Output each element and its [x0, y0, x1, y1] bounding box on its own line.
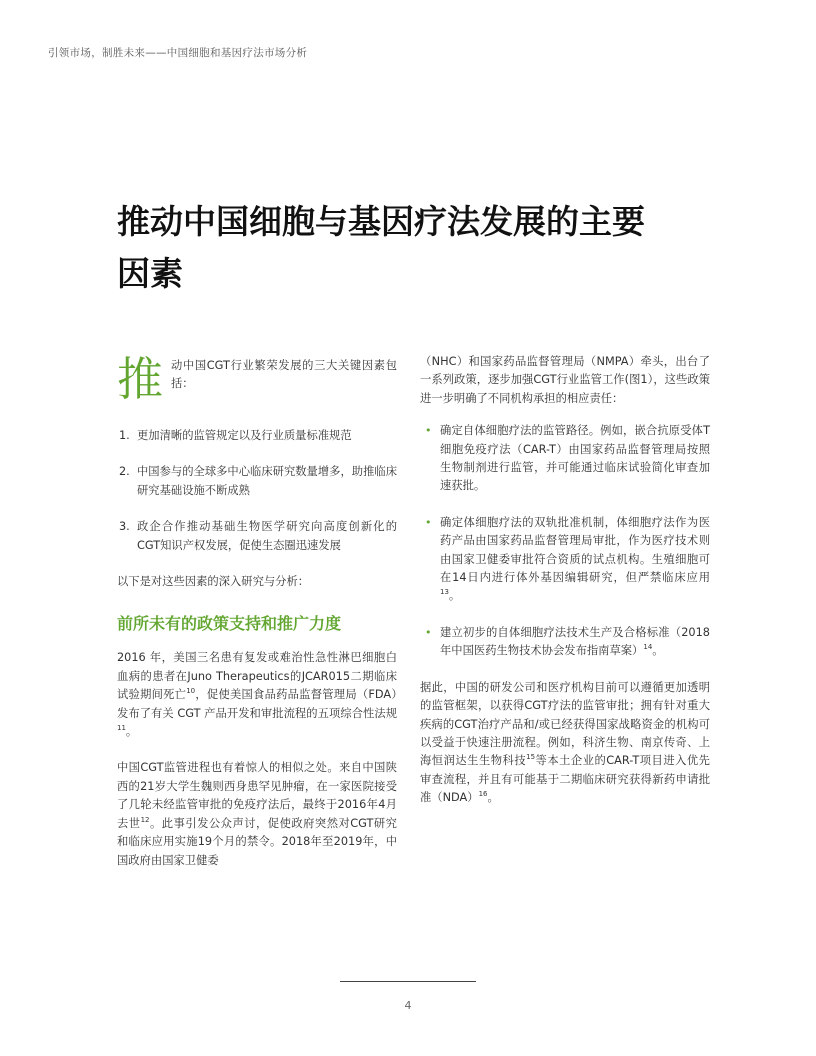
- footnote-ref: 13: [440, 588, 449, 597]
- footnote-ref: 10: [186, 687, 196, 696]
- list-text: 。: [448, 589, 461, 603]
- section-heading: 前所未有的政策支持和推广力度: [117, 614, 342, 634]
- list-item: [420, 624, 710, 661]
- footnote-ref: 11: [117, 724, 126, 733]
- intro-text: 动中国CGT行业繁荣发展的三大关键因素包括：: [171, 359, 397, 391]
- title-line-1: 推动中国细胞与基因疗法发展的主要: [117, 202, 645, 241]
- paragraph-china: [117, 759, 397, 869]
- paragraph-text: 。此事引发公众声讨，促使政府突然对CGT研究和临床应用实施19个月的禁令。2018年至2019年，中国政府由国家卫健委: [117, 816, 397, 867]
- bullet-icon: •: [425, 625, 432, 639]
- title-line-2: 因素: [117, 254, 183, 293]
- paragraph-text: 据此，中国的研发公司和医疗机构目前可以遵循更加透明的监管框架，以获得CGT疗法的监管审批；拥有针对重大疾病的CGT治疗产品和/或已经获得国家战略资金的机构可以受益于快速注册流程。例如，科济生物、南京传奇、上海恒润达生生物科技: [420, 680, 710, 768]
- list-item: [117, 427, 397, 445]
- right-column: [420, 353, 710, 826]
- list-item: [420, 514, 710, 606]
- paragraph-text: 中国CGT监管进程也有着惊人的相似之处。来自中国陕西的21岁大学生魏则西身患罕见肿瘤，在一家医院接受了几轮未经监管审批的免疫疗法后，最终于2016年4月去世: [117, 761, 397, 830]
- intro-block: [117, 353, 397, 411]
- list-item: [117, 518, 397, 555]
- paragraph-2016: [117, 649, 397, 741]
- paragraph-text: 2016 年，美国三名患有复发或难治性急性淋巴细胞白血病的患者在Juno Therapeutics的JCAR015二期临床试验期间死亡: [117, 651, 397, 702]
- factor-list: [117, 427, 397, 555]
- analysis-lead: 以下是对这些因素的深入研究与分析：: [117, 575, 310, 589]
- footer-divider: [340, 981, 476, 982]
- list-text: 政企合作推动基础生物医学研究向高度创新化的CGT知识产权发展，促使生态圈迅速发展: [137, 520, 397, 552]
- page-title: [117, 196, 717, 300]
- paragraph-conclusion: [420, 679, 710, 808]
- paragraph-text: ，促使美国食品药品监督管理局（FDA）发布了有关 CGT 产品开发和审批流程的五项综合性法规: [117, 688, 397, 720]
- drop-cap: 推: [117, 352, 163, 406]
- list-text: 确定自体细胞疗法的监管路径。例如，嵌合抗原受体T细胞免疫疗法（CAR-T）由国家药品监督管理局按照生物制剂进行监管，并可能通过临床试验简化审查加速获批。: [440, 424, 710, 493]
- list-text: 确定体细胞疗法的双轨批准机制，体细胞疗法作为医药产品由国家药品监督管理局审批，作为医疗技术则由国家卫健委审批符合资质的试点机构。生殖细胞可在14日内进行体外基因编辑研究，但严禁临床应用: [440, 515, 710, 585]
- list-item: [117, 463, 397, 500]
- list-text: 中国参与的全球多中心临床研究数量增多，助推临床研究基础设施不断成熟: [137, 465, 397, 497]
- list-number: 3.: [119, 520, 130, 534]
- paragraph-text: 。: [125, 725, 138, 739]
- bullet-icon: •: [425, 424, 432, 438]
- footnote-ref: 15: [526, 753, 536, 762]
- bullet-icon: •: [425, 515, 432, 529]
- footnote-ref: 14: [643, 643, 653, 652]
- list-number: 2.: [119, 465, 130, 479]
- list-item: [420, 422, 710, 496]
- list-text: 。: [652, 644, 664, 658]
- paragraph-continued: （NHC）和国家药品监督管理局（NMPA）牵头，出台了一系列政策，逐步加强CGT行业监管工作(图1），这些政策进一步明确了不同机构承担的相应责任：: [420, 355, 710, 405]
- list-text: 更加清晰的监管规定以及行业质量标准规范: [137, 429, 352, 442]
- footnote-ref: 16: [478, 790, 488, 799]
- responsibility-list: [420, 422, 710, 660]
- paragraph-text: 等本土企业的CAR-T项目进入优先审查流程，并且有可能基于二期临床研究获得新药申请批准（NDA）: [420, 754, 710, 805]
- page-number: 4: [404, 999, 412, 1012]
- footnote-ref: 12: [140, 815, 150, 824]
- running-header: 引领市场，制胜未来——中国细胞和基因疗法市场分析: [48, 47, 308, 59]
- list-number: 1.: [119, 429, 130, 442]
- list-text: 建立初步的自体细胞疗法技术生产及合格标准（2018年中国医药生物技术协会发布指南草案）: [440, 625, 710, 658]
- left-column: [117, 353, 397, 888]
- paragraph-text: 。: [487, 791, 499, 805]
